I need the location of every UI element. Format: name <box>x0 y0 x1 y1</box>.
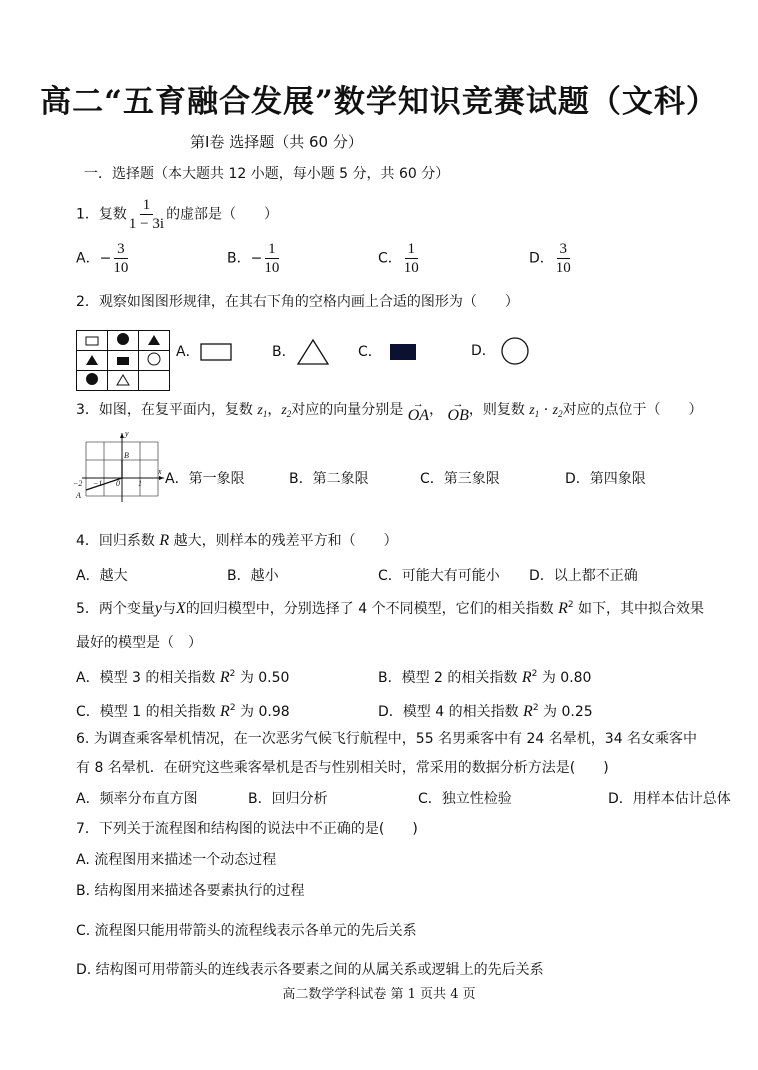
q5-option-a[interactable]: A．模型 3 的相关指数 $R^2$ 为 0.50 <box>76 669 290 686</box>
q4-option-c[interactable]: C．可能大有可能小 <box>378 568 500 584</box>
pattern-grid <box>76 330 170 391</box>
page-title: 高二“五育融合发展”数学知识竞赛试题（文科） <box>40 84 718 120</box>
filled-triangle-icon <box>77 351 108 371</box>
section-heading: 一．选择题（本大题共 12 小题，每小题 5 分，共 60 分） <box>84 166 450 182</box>
page-footer: 高二数学学科试卷 第 1 页共 4 页 <box>282 987 476 1002</box>
question-3: 3．如图，在复平面内，复数 $z_1$，$z_2$对应的向量分别是 → OA ， → OB ，则复数 $z_1 \cdot z_2$对应的点位于（ ） <box>76 398 703 424</box>
q7-option-b[interactable]: B. 结构图用来描述各要素执行的过程 <box>76 883 305 899</box>
vector-oa: → OA <box>407 398 430 424</box>
q1-option-c[interactable]: C． $\frac{1}{10}$ <box>378 241 419 276</box>
z2: $z_2$ <box>281 403 292 419</box>
q2-option-c[interactable]: C． <box>358 341 416 362</box>
q1-option-b[interactable]: B．− $\frac{1}{10}$ <box>227 241 280 276</box>
y-axis-label: y <box>125 429 129 438</box>
q1-suffix: 的虚部是（ ） <box>166 206 279 223</box>
question-2: 2．观察如图图形规律，在其右下角的空格内画上合适的图形为（ ） <box>76 294 519 310</box>
q7-option-d[interactable]: D. 结构图可用带箭头的连线表示各要素之间的从属关系或逻辑上的先后关系 <box>76 962 544 978</box>
triangle-icon <box>296 338 330 366</box>
q3-option-d[interactable]: D．第四象限 <box>565 471 646 487</box>
q6-option-d[interactable]: D．用样本估计总体 <box>608 791 731 807</box>
q5-option-c[interactable]: C．模型 1 的相关指数 $R^2$ 为 0.98 <box>76 703 290 720</box>
question-6-line-1: 6. 为调查乘客晕机情况，在一次恶劣气候飞行航程中，55 名男乘客中有 24 名晕机，34 名女乘客中 <box>76 731 698 747</box>
q2-option-b[interactable]: B． <box>272 338 330 366</box>
tick-neg1: −1 <box>93 479 103 488</box>
q3-option-c[interactable]: C．第三象限 <box>420 471 500 487</box>
q5-option-d[interactable]: D．模型 4 的相关指数 $R^2$ 为 0.25 <box>378 703 593 720</box>
question-1 <box>76 196 278 233</box>
question-7: 7．下列关于流程图和结构图的说法中不正确的是( ) <box>76 821 418 837</box>
q3-option-a[interactable]: A．第一象限 <box>165 471 245 487</box>
circle-icon <box>496 336 530 366</box>
triangle-icon <box>108 371 139 391</box>
q4-option-b[interactable]: B．越小 <box>227 568 279 584</box>
question-4: 4．回归系数 R 越大，则样本的残差平方和（ ） <box>76 532 398 549</box>
filled-rectangle-icon <box>382 342 416 362</box>
q1-option-a[interactable]: A．− $\frac{3}{10}$ <box>76 241 129 276</box>
tick-neg2: −2 <box>73 479 83 488</box>
q1-numerator: 1 <box>140 196 154 215</box>
q7-option-a[interactable]: A. 流程图用来描述一个动态过程 <box>76 852 277 868</box>
filled-circle-icon <box>108 331 139 351</box>
q1-option-d[interactable]: D． $\frac{3}{10}$ <box>529 241 571 276</box>
z1-product: $z_1$ <box>529 403 540 419</box>
q1-fraction <box>129 196 164 233</box>
question-6-line-2: 有 8 名晕机．在研究这些乘客晕机是否与性别相关时，常采用的数据分析方法是( ) <box>76 760 609 776</box>
q7-option-c[interactable]: C. 流程图只能用带箭头的流程线表示各单元的先后关系 <box>76 923 417 939</box>
vector-ob: → OB <box>447 398 469 424</box>
filled-rectangle-icon <box>108 351 139 371</box>
q2-option-d[interactable]: D． <box>471 336 530 366</box>
rectangle-icon <box>77 331 108 351</box>
z1: $z_1$ <box>257 403 268 419</box>
q3-option-b[interactable]: B．第二象限 <box>289 471 369 487</box>
q6-option-a[interactable]: A．频率分布直方图 <box>76 791 198 807</box>
circle-icon <box>139 351 170 371</box>
question-5-line-2: 最好的模型是（ ） <box>76 635 202 651</box>
q6-option-c[interactable]: C．独立性检验 <box>418 791 512 807</box>
section-subtitle: 第Ⅰ卷 选择题（共 60 分） <box>190 133 363 151</box>
x-axis-label: x <box>158 467 162 476</box>
q5-option-b[interactable]: B．模型 2 的相关指数 $R^2$ 为 0.80 <box>378 669 592 686</box>
tick-one: 1 <box>138 479 142 488</box>
rectangle-icon <box>200 342 234 362</box>
tick-zero: 0 <box>116 479 120 488</box>
point-a-label: A <box>76 491 81 500</box>
q4-option-a[interactable]: A．越大 <box>76 568 128 584</box>
q1-prefix: 1．复数 <box>76 206 127 223</box>
point-b-label: B <box>124 451 129 460</box>
empty-cell <box>139 371 170 391</box>
q2-option-a[interactable]: A． <box>176 341 234 362</box>
filled-triangle-icon <box>139 331 170 351</box>
q6-option-b[interactable]: B．回归分析 <box>248 791 328 807</box>
z2-product: $z_2$ <box>552 403 563 419</box>
q1-denominator: 1 − 3i <box>128 216 165 232</box>
question-5-line-1: 5．两个变量y与X的回归模型中，分别选择了 4 个不同模型，它们的相关指数 $R^2$ 如下，其中拟合效果 <box>76 600 705 617</box>
complex-plane-graph <box>72 428 167 510</box>
filled-circle-icon <box>77 371 108 391</box>
q4-option-d[interactable]: D．以上都不正确 <box>529 568 638 584</box>
